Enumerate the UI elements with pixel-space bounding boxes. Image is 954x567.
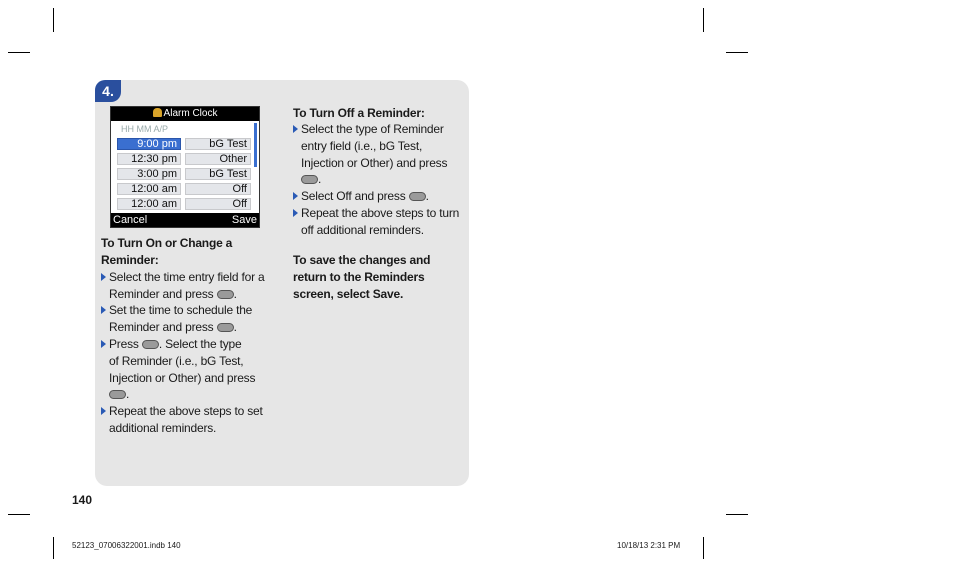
bullet-text: Reminder and press — [109, 319, 214, 334]
crop-mark — [8, 52, 30, 53]
heading-turn-off: To Turn Off a Reminder: — [293, 106, 425, 120]
bullet-arrow-icon — [101, 340, 106, 348]
bell-icon — [153, 108, 162, 117]
time-field[interactable]: 12:30 pm — [117, 153, 181, 165]
button-icon — [142, 340, 159, 349]
bullet-arrow-icon — [101, 407, 106, 415]
bullet-text: entry field (i.e., bG Test, — [301, 138, 423, 153]
button-icon — [109, 390, 126, 399]
heading-line: Reminder: — [101, 252, 159, 267]
bullet-text: Reminder and press — [109, 286, 214, 301]
reminder-row[interactable] — [117, 138, 257, 151]
crop-mark — [8, 514, 30, 515]
crop-mark — [726, 514, 748, 515]
bullet-item: Select Off and press . — [293, 188, 468, 205]
time-field[interactable]: 12:00 am — [117, 198, 181, 210]
bullet-arrow-icon — [101, 306, 106, 314]
crop-mark — [53, 8, 54, 32]
bullet-text: Set the time to schedule the — [109, 303, 253, 317]
bullet-item: Set the time to schedule the Reminder and press . — [101, 302, 276, 336]
type-field[interactable]: Off — [185, 198, 251, 210]
column-header: HH MM A/P — [121, 124, 169, 134]
reminder-row[interactable] — [117, 168, 257, 181]
heading-turn-on — [101, 235, 232, 269]
bullet-arrow-icon — [101, 273, 106, 281]
save-instruction-line: screen, select Save. — [293, 286, 404, 301]
screen-title-bar — [111, 107, 259, 121]
bullet-arrow-icon — [293, 192, 298, 200]
reminder-row[interactable] — [117, 198, 257, 211]
time-field[interactable]: 12:00 am — [117, 183, 181, 195]
bullet-text: Select Off and press — [301, 189, 406, 203]
save-instruction-line: return to the Reminders — [293, 269, 425, 284]
footer-timestamp: 10/18/13 2:31 PM — [617, 541, 681, 550]
screen-softkey-bar — [111, 213, 259, 227]
crop-mark — [703, 8, 704, 32]
device-screen — [110, 106, 260, 228]
time-field[interactable]: 3:00 pm — [117, 168, 181, 180]
save-instruction — [293, 252, 430, 302]
type-field[interactable]: bG Test — [185, 168, 251, 180]
bullet-arrow-icon — [293, 209, 298, 217]
cancel-softkey[interactable]: Cancel — [113, 214, 148, 226]
crop-mark — [726, 52, 748, 53]
step-badge: 4. — [95, 80, 121, 102]
crop-mark — [703, 537, 704, 559]
bullet-text: Repeat the above steps to set — [109, 404, 263, 418]
reminder-row[interactable] — [117, 183, 257, 196]
bullet-text: Select the time entry field for a — [109, 270, 265, 284]
save-instruction-line: To save the changes and — [293, 253, 431, 267]
button-icon — [217, 323, 234, 332]
button-icon — [409, 192, 426, 201]
bullet-item — [101, 403, 276, 437]
bullet-text: Injection or Other) and press — [109, 370, 256, 385]
button-icon — [217, 290, 234, 299]
type-field[interactable]: Off — [185, 183, 251, 195]
crop-mark — [53, 537, 54, 559]
bullet-text: Press — [109, 337, 139, 351]
screen-title: Alarm Clock — [163, 108, 218, 119]
bullet-text: Select the type of Reminder — [301, 122, 444, 136]
bullet-text: . Select the type — [158, 337, 242, 351]
bullet-text: Injection or Other) and press — [301, 155, 448, 170]
bullet-text: Repeat the above steps to turn — [301, 206, 460, 220]
bullet-arrow-icon — [293, 125, 298, 133]
type-field[interactable]: Other — [185, 153, 251, 165]
heading-line: To Turn On or Change a — [101, 236, 233, 250]
bullet-text: off additional reminders. — [301, 222, 424, 237]
type-field[interactable]: bG Test — [185, 138, 251, 150]
bullet-text: additional reminders. — [109, 420, 217, 435]
button-icon — [301, 175, 318, 184]
footer-file-info: 52123_07006322001.indb 140 — [72, 541, 181, 550]
reminder-row[interactable] — [117, 153, 257, 166]
time-field[interactable]: 9:00 pm — [117, 138, 181, 150]
bullet-item: Press . Select the type of Reminder (i.e., bG Test, Injection or Other) and press . — [101, 336, 276, 403]
bullet-item: Select the time entry field for a Reminder and press . — [101, 269, 276, 303]
page-number: 140 — [72, 493, 93, 507]
bullet-text: of Reminder (i.e., bG Test, — [109, 353, 244, 368]
save-softkey[interactable]: Save — [231, 214, 257, 226]
bullet-item — [293, 205, 468, 239]
bullet-item: Select the type of Reminder entry field (i.e., bG Test, Injection or Other) and press . — [293, 121, 468, 188]
